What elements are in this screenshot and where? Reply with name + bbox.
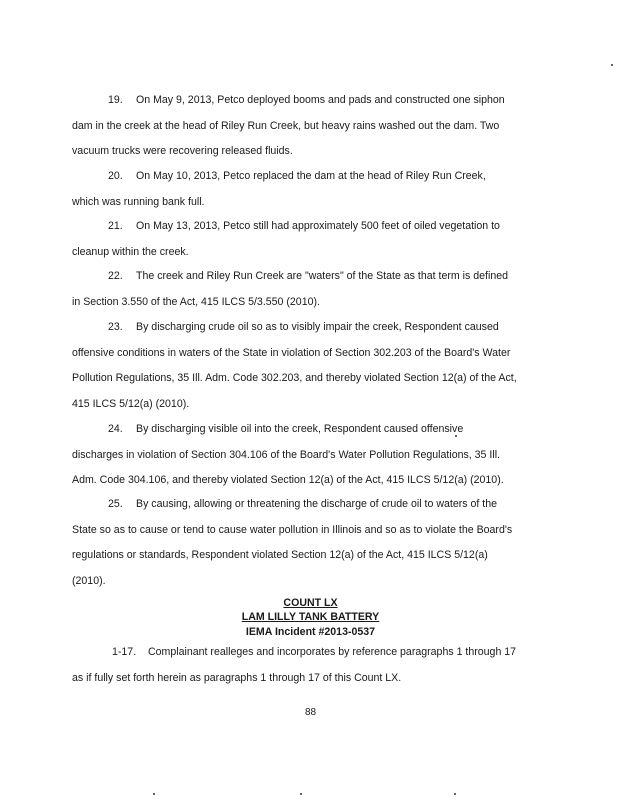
paragraph-25 bbox=[72, 492, 542, 594]
paragraph-number: 25. bbox=[108, 498, 123, 510]
scan-speck bbox=[455, 435, 457, 437]
paragraph-line: 1-17. Complainant realleges and incorporates by reference paragraphs 1 through 17 bbox=[72, 640, 542, 666]
paragraph-line: as if fully set forth herein as paragraphs 1 through 17 of this Count LX. bbox=[72, 671, 402, 684]
paragraph-23 bbox=[72, 315, 542, 417]
paragraph-line: 415 ILCS 5/12(a) (2010). bbox=[72, 397, 190, 410]
scan-speck bbox=[300, 793, 302, 795]
paragraph-1-17 bbox=[72, 640, 542, 691]
count-title: COUNT LX bbox=[283, 597, 338, 609]
paragraph-line: 23. By discharging crude oil so as to visibly impair the creek, Respondent caused bbox=[72, 315, 542, 341]
scan-speck bbox=[454, 793, 456, 795]
paragraph-21 bbox=[72, 214, 542, 265]
paragraph-line: 20. On May 10, 2013, Petco replaced the dam at the head of Riley Run Creek, bbox=[72, 164, 542, 190]
paragraph-line: 21. On May 13, 2013, Petco still had approximately 500 feet of oiled vegetation to bbox=[72, 214, 542, 240]
paragraph-number: 19. bbox=[108, 94, 123, 106]
paragraph-line: (2010). bbox=[72, 574, 106, 587]
paragraph-line: which was running bank full. bbox=[72, 195, 205, 208]
paragraph-number: 24. bbox=[108, 423, 123, 435]
paragraph-number: 22. bbox=[108, 270, 123, 282]
paragraph-line: Pollution Regulations, 35 Ill. Adm. Code 302.203, and thereby violated Section 12(a) of the Act, bbox=[72, 372, 517, 384]
paragraph-number: 23. bbox=[108, 321, 123, 333]
paragraph-line: cleanup within the creek. bbox=[72, 245, 189, 258]
paragraph-number: 21. bbox=[108, 220, 123, 232]
paragraph-line: regulations or standards, Respondent violated Section 12(a) of the Act, 415 ILCS 5/12(a) bbox=[72, 549, 488, 561]
paragraph-line: 19. On May 9, 2013, Petco deployed booms and pads and constructed one siphon bbox=[72, 88, 542, 114]
paragraph-line: vacuum trucks were recovering released fluids. bbox=[72, 145, 293, 157]
paragraph-line: 25. By causing, allowing or threatening the discharge of crude oil to waters of the bbox=[72, 492, 542, 518]
paragraph-line: 24. By discharging visible oil into the creek, Respondent caused offensive bbox=[72, 417, 542, 443]
paragraph-line: State so as to cause or tend to cause water pollution in Illinois and so as to violate the Board's bbox=[72, 523, 513, 536]
page-number: 88 bbox=[304, 707, 317, 718]
paragraph-line: in Section 3.550 of the Act, 415 ILCS 5/3.550 (2010). bbox=[72, 295, 320, 308]
paragraph-number: 20. bbox=[108, 170, 123, 182]
paragraph-line: offensive conditions in waters of the State in violation of Section 302.203 of the Board's Water bbox=[72, 346, 511, 359]
paragraph-22 bbox=[72, 264, 542, 315]
paragraph-line: discharges in violation of Section 304.106 of the Board's Water Pollution Regulations, 35 Ill. bbox=[72, 448, 500, 461]
paragraph-line: 22. The creek and Riley Run Creek are "waters" of the State as that term is defined bbox=[72, 264, 542, 290]
paragraph-line: dam in the creek at the head of Riley Run Creek, but heavy rains washed out the dam. Two bbox=[72, 119, 500, 132]
paragraph-number: 1-17. bbox=[112, 646, 137, 658]
scan-speck bbox=[611, 64, 613, 66]
paragraph-line: Adm. Code 304.106, and thereby violated Section 12(a) of the Act, 415 ILCS 5/12(a) (2010). bbox=[72, 474, 504, 486]
count-subtitle: LAM LILLY TANK BATTERY bbox=[241, 611, 380, 623]
scan-speck bbox=[153, 793, 155, 795]
paragraph-24 bbox=[72, 417, 542, 494]
paragraph-20 bbox=[72, 164, 542, 215]
count-incident: IEMA Incident #2013-0537 bbox=[245, 626, 376, 638]
paragraph-19 bbox=[72, 88, 542, 165]
